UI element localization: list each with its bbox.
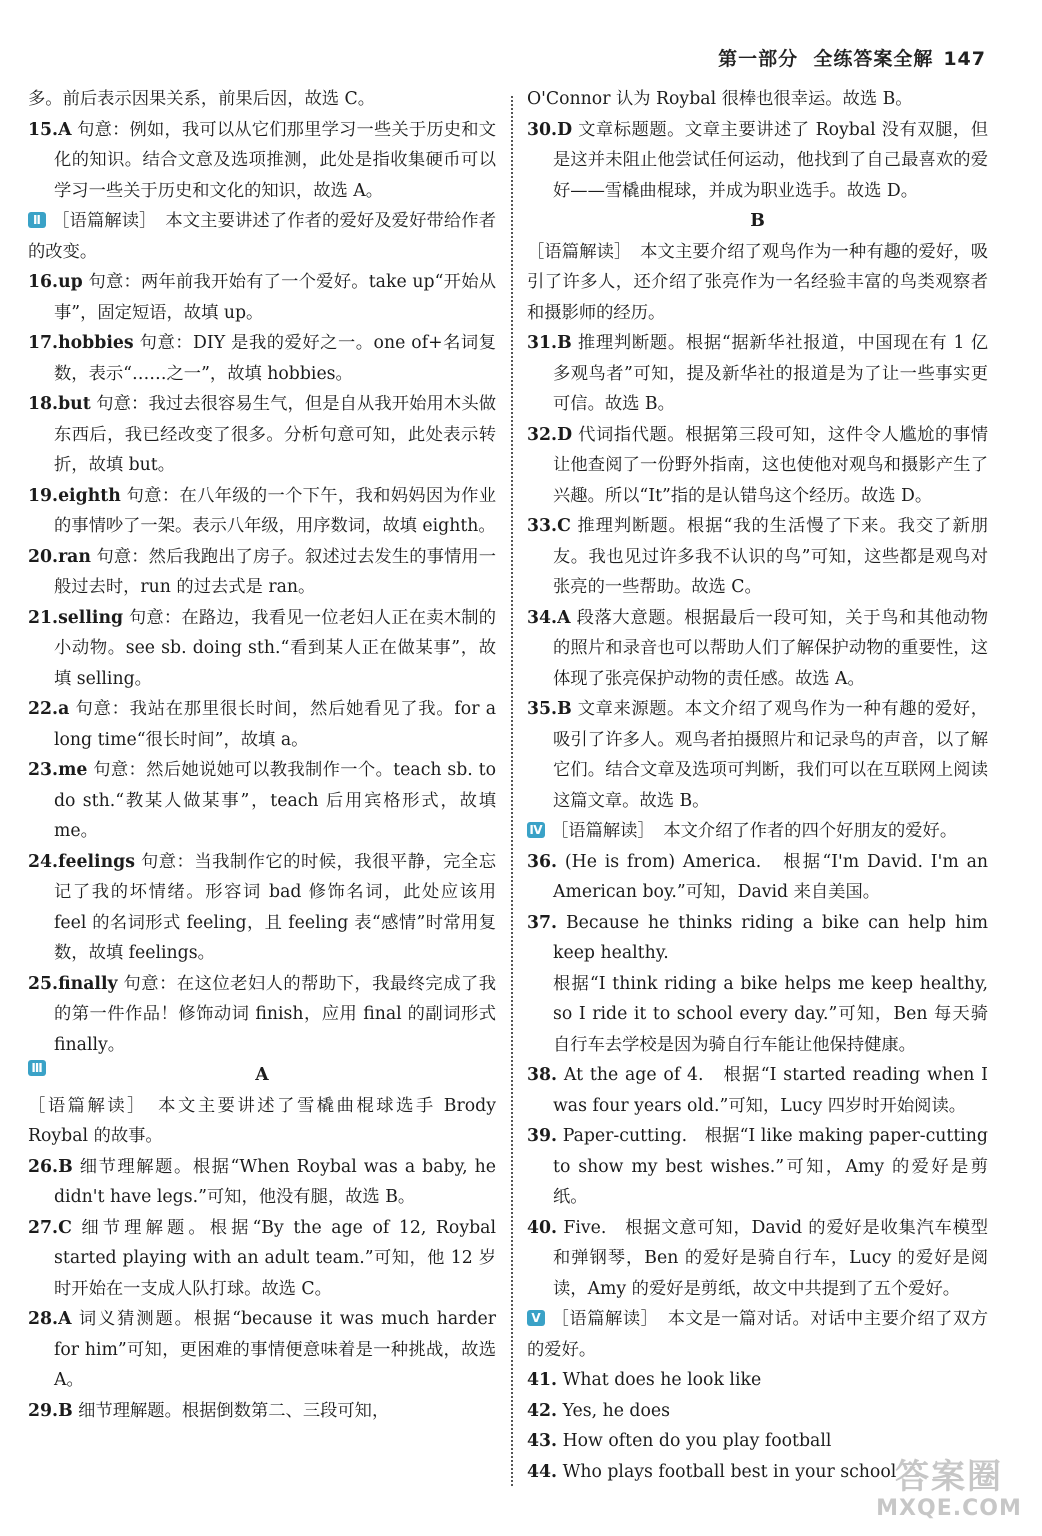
watermark-logo-text: 答案圈 xyxy=(895,1457,1003,1497)
answer-explanation: Who plays football best in your school xyxy=(562,1461,897,1482)
answer-item xyxy=(28,969,496,1061)
answer-item xyxy=(28,847,496,969)
answer-number: 31.B xyxy=(527,333,572,353)
answer-item xyxy=(28,694,496,755)
answer-number: 30.D xyxy=(527,119,573,140)
answer-number: 28.A xyxy=(28,1309,72,1329)
page-number: 147 xyxy=(943,48,986,70)
answer-number: 35.B xyxy=(527,699,572,719)
paragraph-text: 多。前后表示因果关系，前果后因，故选 C。 xyxy=(28,89,376,109)
answer-number: 29.B xyxy=(28,1400,73,1421)
answer-explanation: 句意：当我制作它的时候，我很平静，完全忘记了我的坏情绪。形容词 bad 修饰名词，此处应该用 feel 的名词形式 feeling，且 feeling 表“感情”时常用复数，故填 feelings。 xyxy=(54,851,496,963)
section-badge: Ⅲ xyxy=(28,1060,46,1076)
answer-number: 26.B xyxy=(28,1156,73,1177)
left-column xyxy=(28,84,496,1426)
paragraph-text: 根据“I think riding a bike helps me keep healthy, so I ride it to school every day.”可知，Ben 每天骑自行车去学校是因为骑自行车能让他保持健康。 xyxy=(553,973,988,1055)
answer-explanation: 句意：DIY 是我的爱好之一。one of+名词复数，表示“……之一”，故填 hobbies。 xyxy=(54,333,496,384)
answer-item xyxy=(527,115,988,207)
column-divider xyxy=(511,96,513,1486)
answer-number: 42. xyxy=(527,1400,558,1421)
answer-number: 32.D xyxy=(527,424,573,445)
answer-item xyxy=(527,1213,988,1305)
summary-text: ［语篇解读］ 本文主要讲述了作者的爱好及爱好带给作者的改变。 xyxy=(28,211,496,262)
running-header xyxy=(718,44,986,71)
answer-number: 34.A xyxy=(527,607,571,628)
section-badge: Ⅴ xyxy=(527,1310,545,1326)
answer-item xyxy=(28,115,496,207)
answer-explanation: 段落大意题。根据最后一段可知，关于鸟和其他动物的照片和录音也可以帮助人们了解保护动物的重要性，这体现了张亮保护动物的责任感。故选 A。 xyxy=(553,607,988,689)
answer-item xyxy=(28,389,496,481)
answer-explanation: 推理判断题。根据“我的生活慢了下来。我交了新朋友。我也见过许多我不认识的鸟”可知，这些都是观鸟对张亮的一些帮助。故选 C。 xyxy=(553,516,988,597)
answer-explanation: 推理判断题。根据“据新华社报道，中国现在有 1 亿多观鸟者”可知，提及新华社的报道是为了让一些事实更可信。故选 B。 xyxy=(553,333,988,414)
answer-explanation: 句意：两年前我开始有了一个爱好。take up“开始从事”，固定短语，故填 up。 xyxy=(54,272,496,323)
answer-item xyxy=(28,603,496,695)
answer-number: 21.selling xyxy=(28,607,124,628)
answer-number: 17.hobbies xyxy=(28,333,134,353)
answer-number: 33.C xyxy=(527,516,571,536)
answer-number: 24.feelings xyxy=(28,851,135,872)
answer-explanation: Yes, he does xyxy=(562,1400,670,1421)
answer-item xyxy=(28,481,496,542)
answer-item xyxy=(28,328,496,389)
answer-explanation: 文章来源题。本文介绍了观鸟作为一种有趣的爱好，吸引了许多人。观鸟者拍摄照片和记录鸟的声音，以了解它们。结合文章及选项可判断，我们可以在互联网上阅读这篇文章。故选 B。 xyxy=(553,699,988,811)
answer-explanation: Paper-cutting. 根据“I like making paper-cutting to show my best wishes.”可知，Amy 的爱好是剪纸。 xyxy=(553,1126,988,1207)
heading-text: B xyxy=(750,211,765,231)
answer-number: 23.me xyxy=(28,760,88,780)
answer-explanation: (He is from) America. 根据“I'm David. I'm an American boy.”可知，David 来自美国。 xyxy=(553,851,988,902)
summary-text: ［语篇解读］ 本文介绍了作者的四个好朋友的爱好。 xyxy=(551,821,958,841)
answer-item xyxy=(527,603,988,695)
page-header xyxy=(0,0,1042,70)
answer-item xyxy=(28,1213,496,1305)
answer-explanation: 句意：例如，我可以从它们那里学习一些关于历史和文化的知识。结合文意及选项推测，此处是指收集硬币可以学习一些关于历史和文化的知识，故选 A。 xyxy=(54,119,496,201)
answer-item xyxy=(527,694,988,816)
answer-number: 44. xyxy=(527,1461,558,1482)
answer-number: 25.finally xyxy=(28,973,118,994)
answer-number: 19.eighth xyxy=(28,485,121,506)
watermark-url: MXQE.COM xyxy=(876,1496,1022,1521)
answer-explanation: Five. 根据文意可知，David 的爱好是收集汽车模型和弹钢琴，Ben 的爱好是骑自行车，Lucy 的爱好是阅读，Amy 的爱好是剪纸，故文中共提到了五个爱好。 xyxy=(553,1217,988,1299)
answer-explanation: 句意：在八年级的一个下午，我和妈妈因为作业的事情吵了一架。表示八年级，用序数词，故填 eighth。 xyxy=(54,485,496,536)
section-badge: Ⅳ xyxy=(527,822,545,838)
answer-number: 36. xyxy=(527,851,558,872)
answer-number: 16.up xyxy=(28,272,83,292)
heading-text: A xyxy=(255,1065,269,1085)
passage-summary: ［语篇解读］ 本文主要讲述了雪橇曲棍球选手 Brody Roybal 的故事。 xyxy=(28,1095,496,1146)
answer-explanation: At the age of 4. 根据“I started reading when I was four years old.”可知，Lucy 四岁时开始阅读。 xyxy=(553,1065,989,1116)
answer-number: 38. xyxy=(527,1065,558,1085)
answer-item xyxy=(527,1060,988,1121)
answer-item xyxy=(28,1304,496,1396)
answer-item xyxy=(28,1152,496,1213)
answer-number: 39. xyxy=(527,1126,558,1146)
answer-explanation: 句意：然后她说她可以教我制作一个。teach sb. to do sth.“教某人做某事”，teach 后用宾格形式，故填 me。 xyxy=(54,760,496,841)
answer-item xyxy=(527,1426,988,1457)
answer-explanation: 代词指代题。根据第三段可知，这件令人尴尬的事情让他查阅了一份野外指南，这也使他对观鸟和摄影产生了兴趣。所以“It”指的是认错鸟这个经历。故选 D。 xyxy=(553,424,988,506)
passage-summary: ［语篇解读］ 本文主要介绍了观鸟作为一种有趣的爱好，吸引了许多人，还介绍了张亮作为一名经验丰富的鸟类观察者和摄影师的经历。 xyxy=(527,241,988,323)
passage-summary xyxy=(28,206,496,267)
passage-summary xyxy=(527,1304,988,1365)
answer-number: 20.ran xyxy=(28,546,91,567)
answer-explanation: What does he look like xyxy=(562,1370,762,1390)
answer-explanation: 细节理解题。根据倒数第二、三段可知， xyxy=(78,1400,390,1421)
answer-item xyxy=(28,267,496,328)
answer-number: 27.C xyxy=(28,1217,72,1238)
answer-explanation: 文章标题题。文章主要讲述了 Roybal 没有双腿，但是这并未阻止他尝试任何运动，他找到了自己最喜欢的爱好——雪橇曲棍球，并成为职业选手。故选 D。 xyxy=(553,119,989,201)
passage-heading xyxy=(28,1060,496,1091)
answer-explanation: How often do you play football xyxy=(562,1431,832,1451)
answer-explanation: 句意：在这位老妇人的帮助下，我最终完成了我的第一件作品！修饰动词 finish，应用 final 的副词形式 finally。 xyxy=(54,973,496,1055)
summary-text: ［语篇解读］ 本文是一篇对话。对话中主要介绍了双方的爱好。 xyxy=(527,1309,988,1360)
answer-item xyxy=(527,847,988,908)
answer-item xyxy=(527,511,988,603)
answer-item xyxy=(527,420,988,512)
answer-explanation: 句意：然后我跑出了房子。叙述过去发生的事情用一般过去时，run 的过去式是 ran。 xyxy=(54,546,496,597)
answer-item xyxy=(28,1396,496,1427)
answer-item xyxy=(527,328,988,420)
answer-item xyxy=(527,1121,988,1213)
answer-explanation: 句意：我过去很容易生气，但是自从我开始用木头做东西后，我已经改变了很多。分析句意可知，此处表示转折，故填 but。 xyxy=(54,394,496,475)
passage-summary xyxy=(527,816,988,847)
answer-item xyxy=(28,755,496,847)
watermark xyxy=(874,1458,1024,1528)
right-column xyxy=(527,84,988,1487)
answer-item xyxy=(527,1396,988,1427)
header-subtitle: 全练答案全解 xyxy=(813,48,934,70)
answer-number: 18.but xyxy=(28,394,91,414)
header-section: 第一部分 xyxy=(718,48,799,70)
answer-explanation: 细节理解题。根据“By the age of 12, Roybal started playing with an adult team.”可知，他 12 岁时开始在一支成人队打球。故选 C。 xyxy=(54,1217,496,1299)
answer-number: 37. xyxy=(527,912,558,933)
answer-item xyxy=(527,908,988,969)
paragraph-text: O'Connor 认为 Roybal 很棒也很幸运。故选 B。 xyxy=(527,89,913,109)
answer-item xyxy=(28,542,496,603)
answer-explanation: 词义猜测题。根据“because it was much harder for him”可知，更困难的事情便意味着是一种挑战，故选 A。 xyxy=(54,1309,496,1390)
answer-number: 15.A xyxy=(28,119,72,140)
answer-number: 40. xyxy=(527,1217,558,1238)
answer-number: 43. xyxy=(527,1431,558,1451)
answer-item xyxy=(527,1365,988,1396)
passage-heading xyxy=(527,206,988,237)
answer-number: 22.a xyxy=(28,699,70,719)
answer-number: 41. xyxy=(527,1370,558,1390)
section-badge: Ⅱ xyxy=(28,212,46,228)
answer-explanation: 细节理解题。根据“When Roybal was a baby, he didn't have legs.”可知，他没有腿，故选 B。 xyxy=(54,1156,496,1207)
answer-explanation: 句意：在路边，我看见一位老妇人正在卖木制的小动物。see sb. doing sth.“看到某人正在做某事”，故填 selling。 xyxy=(54,607,496,689)
answer-explanation: Because he thinks riding a bike can help him keep healthy. xyxy=(553,912,988,963)
answer-explanation: 句意：我站在那里很长时间，然后她看见了我。for a long time“很长时间”，故填 a。 xyxy=(54,699,497,750)
